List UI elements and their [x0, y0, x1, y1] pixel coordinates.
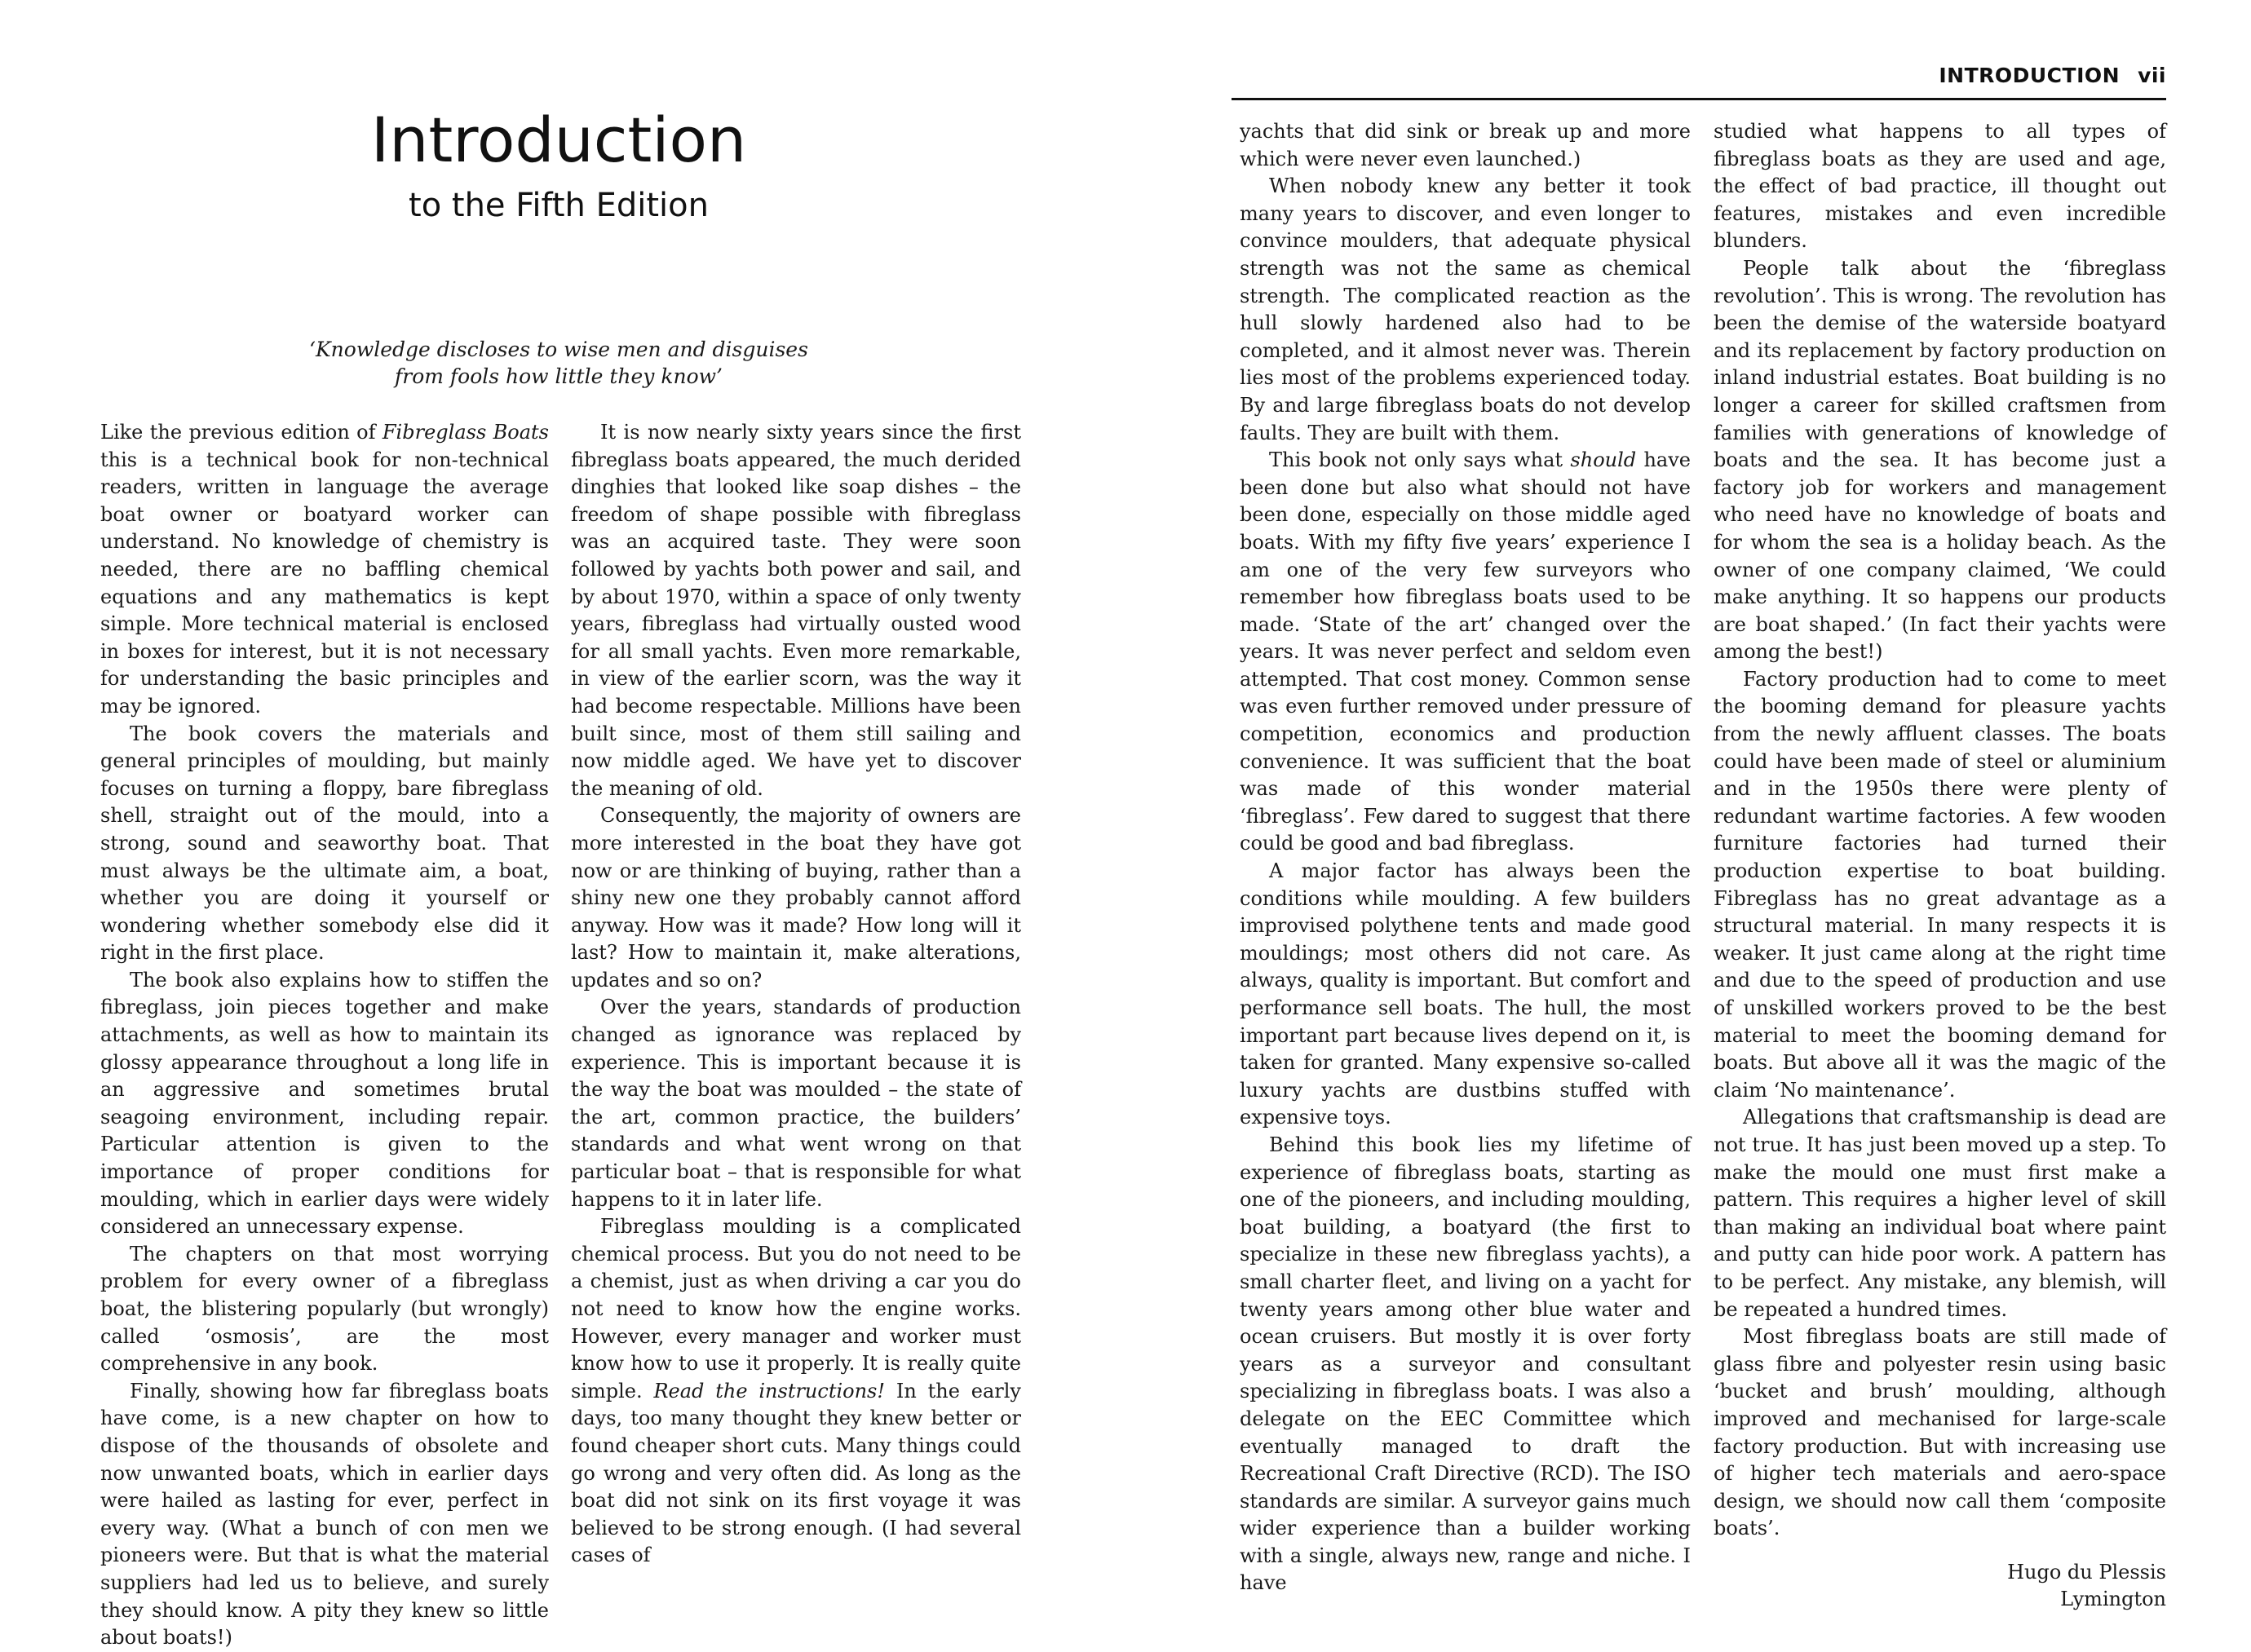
header-rule [1232, 98, 2166, 100]
chapter-subtitle: to the Fifth Edition [409, 186, 709, 224]
text-run: have been done but also what should not have been done, especially on those middle aged boats. With my fifty five years’ experience I am one of the very few surveyors who remember how fibreglass boats used to be made. ‘State of the art’ changed over the years. It was never perfect and seldom even attempted. That cost money. Common sense was even further removed under pressure of competition, economics and production convenience. It was sufficient that the boat was made of this wonder material ‘fibreglass’. Few dared to suggest that there could be good and bad fibreglass. [1240, 448, 1692, 855]
paragraph [100, 419, 549, 721]
paragraph: studied what happens to all types of fibreglass boats as they are used and age, the effect of bad practice, ill thought out features, mistakes and even incredible blunders. [1714, 120, 2166, 253]
paragraph: The book also explains how to stiffen the fibreglass, join pieces together and make attachments, as well as how to maintain its glossy appearance throughout a long life in an aggressive and sometimes brutal seagoing environment, including repair. Particular attention is given to the importance of proper conditions for moulding, which in earlier days were widely considered an unnecessary expense. [100, 968, 549, 1239]
chapter-title: Introduction [370, 104, 747, 176]
book-title-italic: Fibreglass Boats [382, 421, 549, 444]
text-run: Fibreglass moulding is a complicated chemical process. But you do not need to be a chemist, just as when driving a car you do not need to know how the engine works. However, every manager and worker must know how to use it properly. It is really quite simple. [571, 1215, 1021, 1402]
paragraph: When nobody knew any better it took many years to discover, and even longer to convince moulders, that adequate physical strength was not the same as chemical strength. The complicated reaction as the hull slowly hardened also had to be completed, and it almost never was. Therein lies most of the problems experienced today. By and large fibreglass boats do not develop faults. They are built with them. [1240, 174, 1691, 444]
paragraph [1240, 447, 1691, 858]
running-head-section: INTRODUCTION [1939, 64, 2121, 87]
epigraph [98, 336, 1019, 390]
paragraph: Allegations that craftsmanship is dead are not true. It has just been moved up a step. To make the mould one must first make a pattern. This requires a higher level of skill than making an individual boat where paint and putty can hide poor work. A pattern has to be perfect. Any mistake, any blemish, will be repeated a hundred times. [1714, 1106, 2166, 1321]
right-column-1 [1240, 118, 1691, 1597]
paragraph: It is now nearly sixty years since the first fibreglass boats appeared, the much derided dinghies that looked like soap dishes – the freedom of shape possible with fibreglass was an acquired taste. They were soon followed by yachts both power and sail, and by about 1970, within a space of only twenty years, fibreglass had virtually ousted wood for all small yachts. Even more remarkable, in view of the earlier scorn, was the way it had become respectable. Millions have been built since, most of them still sailing and now middle aged. We have yet to discover the meaning of old. [571, 421, 1021, 800]
author-name: Hugo du Plessis [2007, 1560, 2166, 1584]
text-run: this is a technical book for non-technical readers, written in language the average boat owner or boatyard worker can understand. No knowledge of chemistry is needed, there are no baffling chemical equations and any mathematics is kept simple. More technical material is enclosed in boxes for interest, but it is not necessary for understanding the basic principles and may be ignored. [100, 448, 549, 718]
left-column-2 [571, 419, 1021, 1570]
paragraph: The chapters on that most worrying problem for every owner of a fibreglass boat, the blistering popularly (but wrongly) called ‘osmosis’, are the most comprehensive in any book. [100, 1242, 549, 1376]
right-column-2 [1714, 118, 2166, 1614]
paragraph: Most fibreglass boats are still made of glass fibre and polyester resin using basic ‘bucket and brush’ moulding, although improved and mechanised for large-scale factory production. But with increasing use of higher tech materials and aero-space design, we should now call them ‘composite boats’. [1714, 1325, 2166, 1540]
paragraph: People talk about the ‘fibreglass revolution’. This is wrong. The revolution has been the demise of the waterside boatyard and its replacement by factory production on inland industrial estates. Boat building is no longer a career for skilled craftsmen from families with generations of knowledge of boats and the sea. It has become just a factory job for workers and management who need have no knowledge of boats and for whom the sea is a holiday beach. As the owner of one company claimed, ‘We could make anything. It so happens our products are boat shaped.’ (In fact their yachts were among the best!) [1714, 256, 2166, 664]
paragraph: Finally, showing how far fibreglass boats have come, is a new chapter on how to dispose of the thousands of obsolete and now unwanted boats, which in earlier days were hailed as lasting for ever, perfect in every way. (What a bunch of con men we pioneers were. But that is what the material suppliers had led us to believe, and surely they should know. A pity they knew so little about boats!) [100, 1379, 549, 1650]
emphasis-italic: should [1570, 448, 1637, 472]
text-run: In the early days, too many thought they knew better or found cheaper short cuts. Many things could go wrong and very often did. As long as the boat did not sink on its first voyage it was believed to be strong enough. (I had several cases of [571, 1379, 1021, 1567]
chapter-title-block [98, 106, 1019, 225]
author-place: Lymington [2060, 1588, 2166, 1611]
paragraph: Over the years, standards of production changed as ignorance was replaced by experience. This is important because it is the way the boat was moulded – the state of the art, common practice, the builders’ standards and what went wrong on that particular boat – that is responsible for what happens to it in later life. [571, 996, 1021, 1211]
left-page [0, 0, 1126, 1650]
epigraph-line-2: from fools how little they know’ [394, 364, 723, 388]
text-run: This book not only says what [1269, 448, 1571, 472]
paragraph: Factory production had to come to meet the booming demand for pleasure yachts from the newly affluent classes. The boats could have been made of steel or aluminium and in the 1950s there were plenty of redundant wartime factories. A few wooden furniture factories had turned their production expertise to boat building. Fibreglass has no great advantage as a structural material. In many respects it is weaker. It just came along at the right time and due to the speed of production and use of unskilled workers proved to be the best material to meet the booming demand for boats. But above all it was the magic of the claim ‘No maintenance’. [1714, 667, 2166, 1102]
left-column-1 [100, 419, 549, 1652]
paragraph: The book covers the materials and general principles of moulding, but mainly focuses on turning a floppy, bare fibreglass shell, straight out of the mould, into a strong, sound and seaworthy boat. That must always be the ultimate aim, a boat, whether you are doing it yourself or wondering whether somebody else did it right in the first place. [100, 722, 549, 965]
page-number: vii [2138, 64, 2166, 87]
paragraph: Behind this book lies my lifetime of experience of fibreglass boats, starting as one of the pioneers, and including moulding, boat building, a boatyard (the first to specialize in these new fibreglass yachts), a small charter fleet, and living on a yacht for twenty years among other blue water and ocean cruisers. But mostly it is over forty years as a surveyor and consultant specializing in fibreglass boats. I was also a delegate on the EEC Committee which eventually managed to draft the Recreational Craft Directive (RCD). The ISO standards are similar. A surveyor gains much wider experience than a builder working with a single, always new, range and niche. I have [1240, 1133, 1691, 1595]
right-page [1126, 0, 2251, 1611]
paragraph: A major factor has always been the conditions while moulding. A few builders improvised polythene tents and made good mouldings; most others did not care. As always, quality is important. But comfort and performance sell boats. The hull, the most important part because lives depend on it, is taken for granted. Many expensive so-called luxury yachts are dustbins stuffed with expensive toys. [1240, 859, 1691, 1129]
running-head [1939, 64, 2166, 87]
signature [1714, 1559, 2166, 1614]
paragraph [571, 1213, 1021, 1570]
paragraph: Consequently, the majority of owners are more interested in the boat they have got now or are thinking of buying, rather than a shiny new one they probably cannot afford anyway. How was it made? How long will it last? How to maintain it, make alterations, updates and so on? [571, 804, 1021, 992]
text-run: Like the previous edition of [100, 421, 383, 444]
paragraph: yachts that did sink or break up and more which were never even launched.) [1240, 120, 1691, 170]
emphasis-italic: Read the instructions! [653, 1379, 886, 1402]
epigraph-line-1: ‘Knowledge discloses to wise men and disguises [309, 338, 808, 361]
